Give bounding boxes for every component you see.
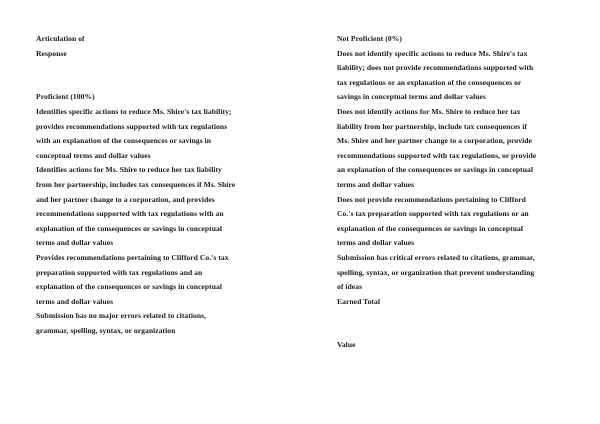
left-line: grammar, spelling, syntax, or organization	[36, 325, 176, 335]
right-line: Value	[337, 340, 356, 350]
left-line: Identifies actions for Ms. Shire to reduce her tax liability	[36, 165, 222, 175]
right-line	[337, 309, 577, 324]
left-line: preparation supported with tax regulations and an	[36, 267, 203, 277]
right-line: Does not identify actions for Ms. Shire to reduce her tax	[337, 106, 521, 116]
left-line	[36, 76, 294, 91]
left-line: explanation of the consequences or savings in conceptual	[36, 282, 222, 292]
left-line: Articulation of	[36, 34, 85, 43]
right-line: liability; does not provide recommendations supported with	[337, 63, 534, 73]
left-line: explanation of the consequences or savings in conceptual	[36, 223, 222, 233]
right-line: Does not provide recommendations pertaining to Clifford	[337, 194, 526, 204]
left-line: from her partnership, includes tax consequences if Ms. Shire	[36, 179, 236, 189]
right-line: Earned Total	[337, 296, 381, 306]
right-line: savings in conceptual terms and dollar values	[337, 92, 486, 102]
left-line	[36, 61, 294, 76]
left-line: conceptual terms and dollar values	[36, 150, 151, 160]
left-line: with an explanation of the consequences or savings in	[36, 136, 212, 146]
right-line: tax regulations or an explanation of the consequences or	[337, 77, 522, 87]
right-line	[337, 324, 577, 339]
left-column	[36, 32, 294, 338]
left-line: and her partner change to a corporation, and provides	[36, 194, 215, 204]
right-line: of ideas	[337, 282, 363, 292]
right-line: an explanation of the consequences or savings in conceptual	[337, 165, 534, 175]
right-column	[337, 32, 577, 353]
right-line: recommendations supported with tax regulations, or provide	[337, 150, 537, 160]
left-line: Identifies specific actions to reduce Ms. Shire's tax liability;	[36, 106, 232, 116]
left-line: terms and dollar values	[36, 238, 114, 248]
right-line: terms and dollar values	[337, 238, 415, 248]
right-line: Submission has critical errors related to citations, grammar,	[337, 252, 535, 262]
right-line: liability from her partnership, include tax consequences if	[337, 121, 527, 131]
right-line: Ms. Shire and her partner change to a corporation, provide	[337, 136, 532, 146]
right-line: Does not identify specific actions to reduce Ms. Shire's tax	[337, 48, 528, 58]
left-line: Submission has no major errors related to citations,	[36, 311, 207, 321]
right-line: Not Proficient (0%)	[337, 34, 402, 43]
right-line: Co.'s tax preparation supported with tax regulations or an	[337, 209, 529, 219]
left-line: terms and dollar values	[36, 296, 114, 306]
right-line: spelling, syntax, or organization that prevent understanding	[337, 267, 535, 277]
left-line: provides recommendations supported with tax regulations	[36, 121, 228, 131]
right-line: terms and dollar values	[337, 179, 415, 189]
left-line: recommendations supported with tax regulations with an	[36, 209, 224, 219]
left-line: Response	[36, 48, 67, 58]
right-line: explanation of the consequences or savings in conceptual	[337, 223, 523, 233]
left-line: Proficient (100%)	[36, 92, 95, 102]
left-line: Provides recommendations pertaining to Clifford Co.'s tax	[36, 252, 229, 262]
